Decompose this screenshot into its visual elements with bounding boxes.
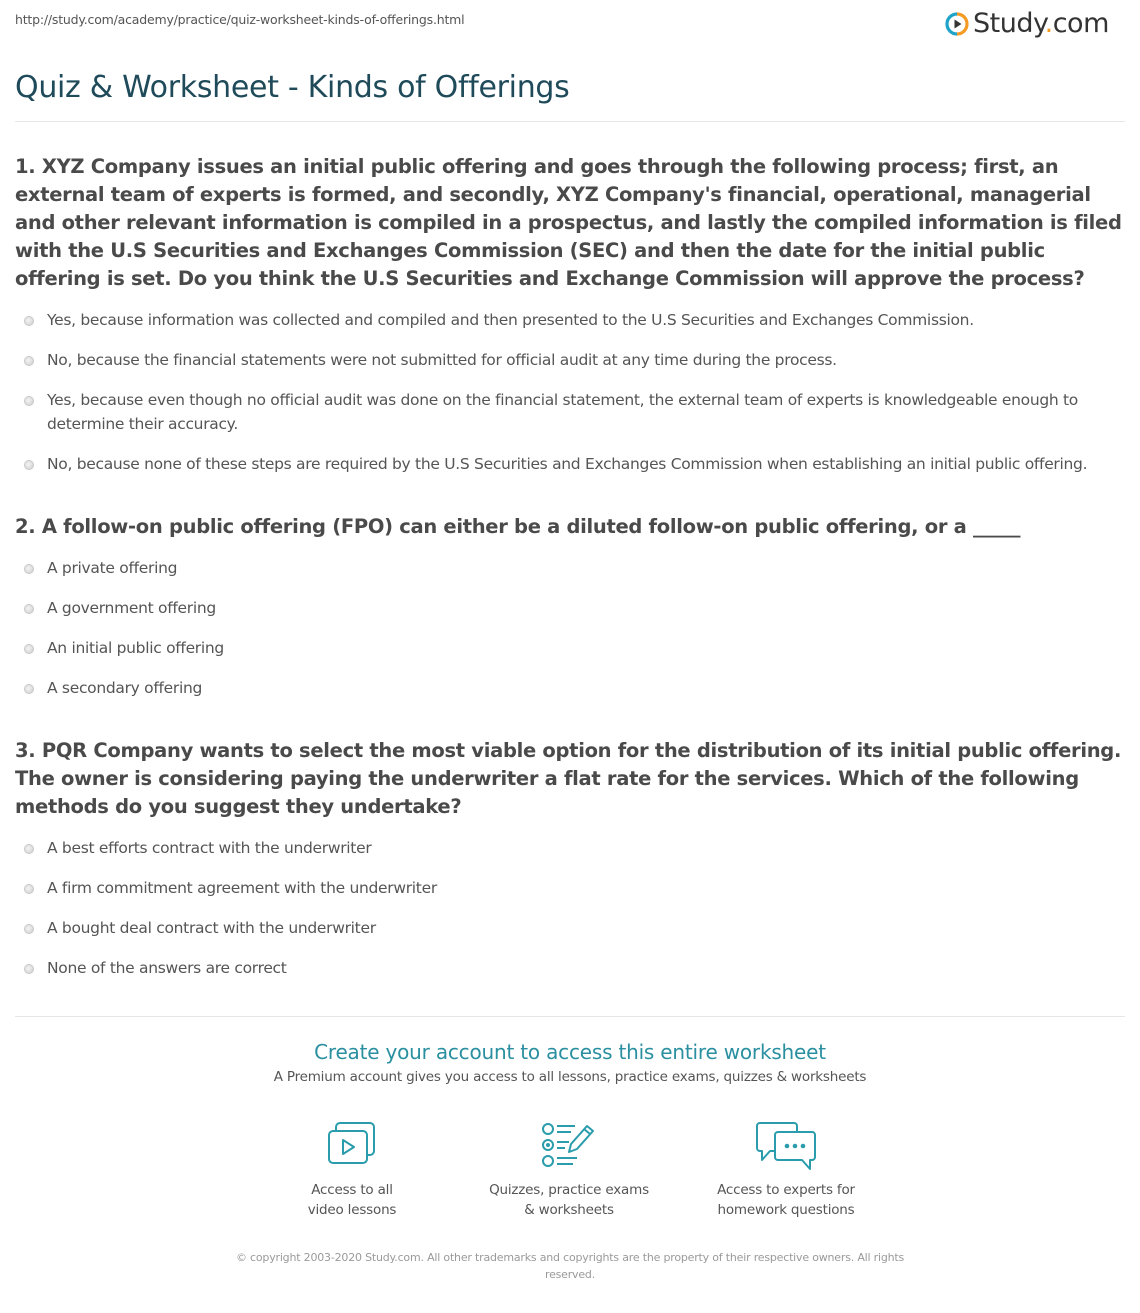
page-title: Quiz & Worksheet - Kinds of Offerings [15, 70, 570, 105]
radio-button[interactable] [24, 564, 34, 574]
answer-option[interactable] [22, 636, 1122, 660]
radio-button[interactable] [24, 356, 34, 366]
option-label: A government offering [47, 599, 216, 617]
feature-label-line1: Quizzes, practice exams [489, 1182, 649, 1198]
study-logo[interactable] [945, 8, 1109, 40]
divider [15, 1016, 1125, 1017]
logo-dot: . [1044, 8, 1053, 39]
option-label: A secondary offering [47, 679, 203, 697]
page-url: http://study.com/academy/practice/quiz-worksheet-kinds-of-offerings.html [15, 12, 465, 27]
radio-button[interactable] [24, 460, 34, 470]
feature-label-line2: homework questions [717, 1202, 855, 1218]
option-label: No, because the financial statements were not submitted for official audit at any time during the process. [47, 351, 837, 369]
option-label: A bought deal contract with the underwriter [47, 919, 376, 937]
answer-option[interactable] [22, 916, 1122, 940]
logo-name: Study [973, 8, 1045, 39]
feature-quizzes [469, 1120, 669, 1220]
feature-video-lessons [252, 1120, 452, 1220]
question-1-options [22, 308, 1122, 492]
option-label: No, because none of these steps are required by the U.S Securities and Exchanges Commission when establishing an initial public offering. [47, 455, 1088, 473]
logo-suffix: com [1052, 8, 1109, 39]
option-label: A private offering [47, 559, 178, 577]
option-label: Yes, because information was collected and compiled and then presented to the U.S Securities and Exchanges Commission. [47, 311, 974, 329]
radio-button[interactable] [24, 644, 34, 654]
question-3: 3. PQR Company wants to select the most viable option for the distribution of its initial public offering. The owner is considering paying the underwriter a flat rate for the services. Which of the following methods do you suggest they undertake? [15, 739, 1122, 818]
question-1: 1. XYZ Company issues an initial public offering and goes through the following process; first, an external team of experts is formed, and secondly, XYZ Company's financial, operational, managerial and other relevant information is compiled in a prospectus, and lastly the compiled information is filed with the U.S Securities and Exchanges Commission (SEC) and then the date for the initial public offering is set. Do you think the U.S Securities and Exchange Commission will approve the process? [15, 155, 1122, 290]
option-label: A firm commitment agreement with the underwriter [47, 879, 437, 897]
answer-option[interactable] [22, 308, 1122, 332]
create-account-link[interactable]: Create your account to access this entire worksheet [314, 1040, 826, 1064]
question-2: 2. A follow-on public offering (FPO) can either be a diluted follow-on public offering, or a _____ [15, 515, 1021, 538]
radio-button[interactable] [24, 604, 34, 614]
divider [15, 121, 1125, 122]
answer-option[interactable] [22, 388, 1122, 436]
feature-label-line2: video lessons [307, 1202, 397, 1218]
feature-experts [686, 1120, 886, 1220]
video-lessons-icon [326, 1120, 378, 1172]
answer-option[interactable] [22, 836, 1122, 860]
answer-option[interactable] [22, 348, 1122, 372]
premium-description: A Premium account gives you access to all lessons, practice exams, quizzes & worksheets [273, 1069, 867, 1085]
play-circle-logo-icon [945, 12, 969, 36]
answer-option[interactable] [22, 676, 1122, 700]
radio-button[interactable] [24, 396, 34, 406]
question-3-options [22, 836, 1122, 996]
radio-button[interactable] [24, 316, 34, 326]
quiz-checklist-icon [541, 1120, 597, 1172]
copyright-notice: © copyright 2003-2020 Study.com. All other trademarks and copyrights are the property of their respective owners. All rights reserved. [235, 1251, 905, 1281]
chat-bubbles-icon [754, 1120, 818, 1172]
answer-option[interactable] [22, 956, 1122, 980]
radio-button[interactable] [24, 844, 34, 854]
option-label: An initial public offering [47, 639, 224, 657]
feature-label-line2: & worksheets [524, 1202, 614, 1218]
radio-button[interactable] [24, 924, 34, 934]
answer-option[interactable] [22, 876, 1122, 900]
radio-button[interactable] [24, 964, 34, 974]
radio-button[interactable] [24, 684, 34, 694]
option-label: A best efforts contract with the underwriter [47, 839, 372, 857]
answer-option[interactable] [22, 452, 1122, 476]
option-label: None of the answers are correct [47, 959, 287, 977]
radio-button[interactable] [24, 884, 34, 894]
question-2-options [22, 556, 1122, 716]
feature-label-line1: Access to experts for [717, 1182, 855, 1198]
answer-option[interactable] [22, 596, 1122, 620]
answer-option[interactable] [22, 556, 1122, 580]
feature-label-line1: Access to all [311, 1182, 393, 1198]
option-label: Yes, because even though no official audit was done on the financial statement, the external team of experts is knowledgeable enough to determine their accuracy. [47, 391, 1078, 433]
